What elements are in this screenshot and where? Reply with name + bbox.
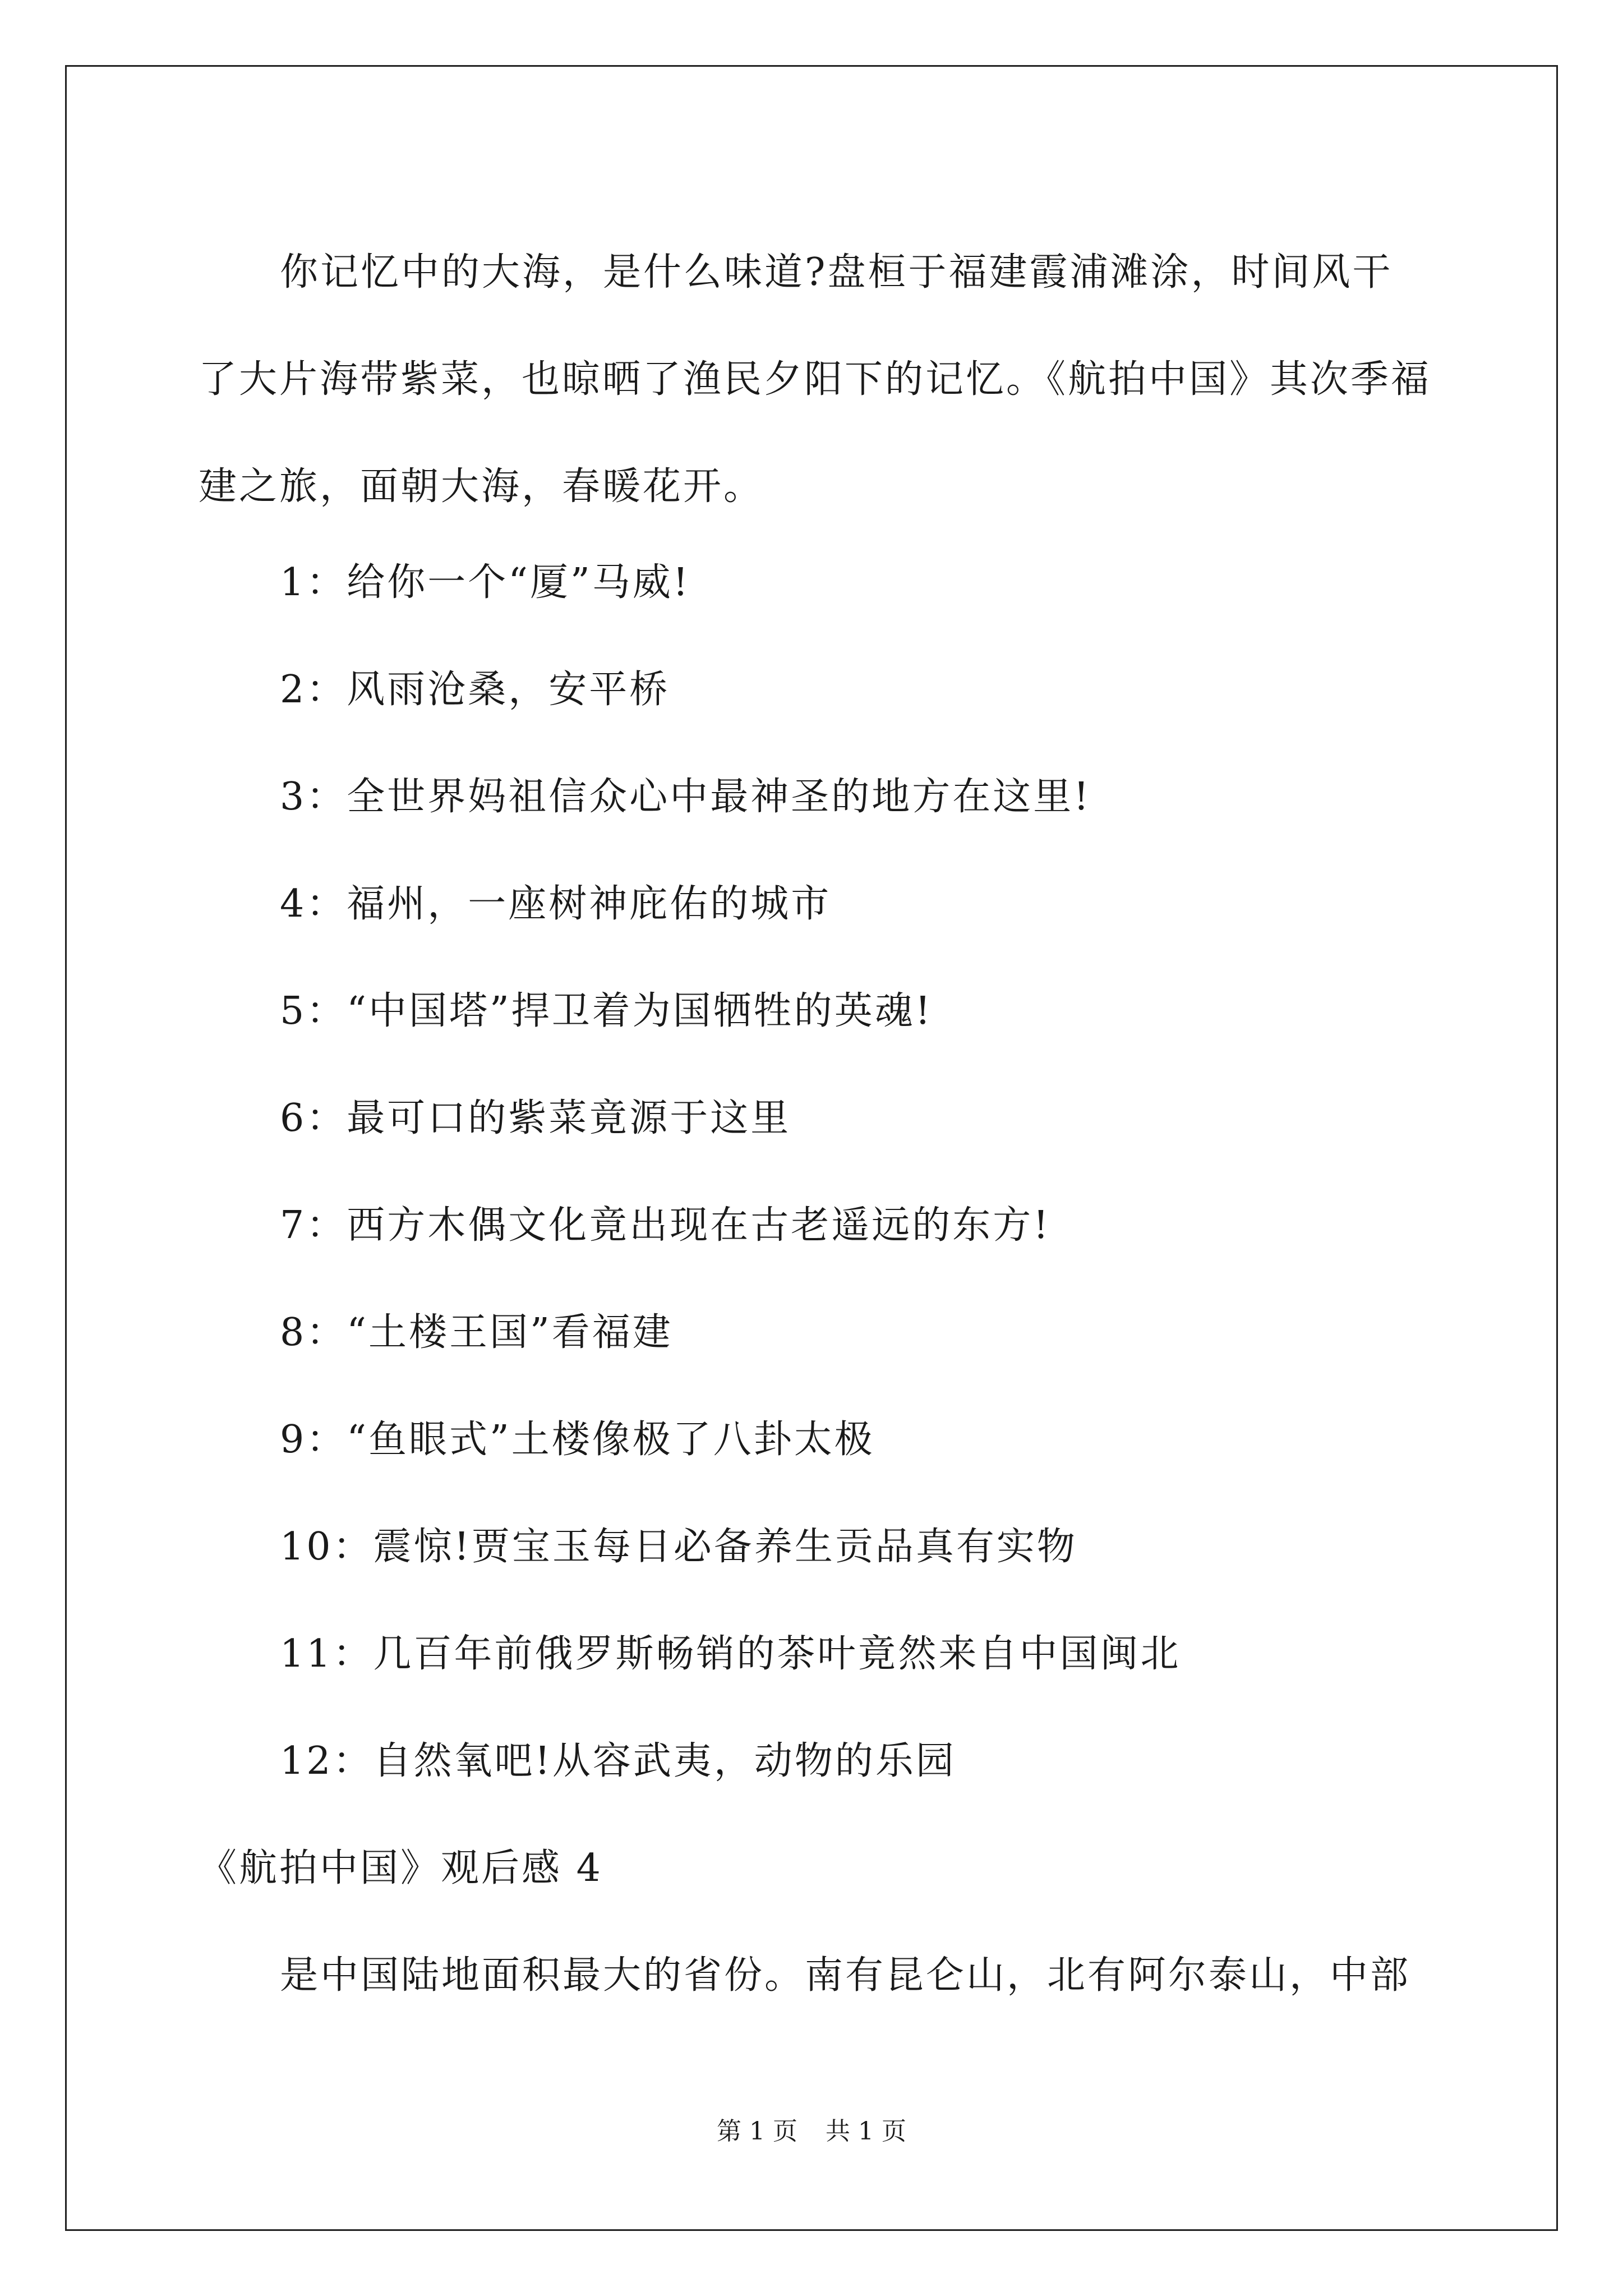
page-number-total: 共 1 页 [826,2117,906,2146]
list-item-7: 7：西方木偶文化竟出现在古老遥远的东方! [280,1203,1051,1248]
last-paragraph: 是中国陆地面积最大的省份。南有昆仑山，北有阿尔泰山，中部 [280,1953,1411,1998]
list-item-4: 4：福州，一座树神庇佑的城市 [280,882,832,926]
list-item-12: 12：自然氧吧!从容武夷，动物的乐园 [280,1739,956,1783]
list-item-9: 9：“鱼眼式”土楼像极了八卦太极 [280,1418,875,1462]
list-item-11: 11：几百年前俄罗斯畅销的茶叶竟然来自中国闽北 [280,1632,1181,1676]
list-item-2: 2：风雨沧桑，安平桥 [280,668,670,712]
list-item-3: 3：全世界妈祖信众心中最神圣的地方在这里! [280,775,1091,819]
page-number-current: 第 1 页 [717,2117,797,2146]
list-item-8: 8：“土楼王国”看福建 [280,1310,673,1355]
list-item-5: 5：“中国塔”捍卫着为国牺牲的英魂! [280,989,933,1033]
list-item-6: 6：最可口的紫菜竟源于这里 [280,1096,791,1140]
section-heading: 《航拍中国》观后感 4 [199,1846,603,1890]
intro-paragraph: 你记忆中的大海，是什么味道?盘桓于福建霞浦滩涂，时间风干了大片海带紫菜，也晾晒了渔民夕阳下的记忆。《航拍中国》其次季福建之旅，面朝大海，春暖花开。 [199,250,1432,509]
list-item-10: 10：震惊!贾宝玉每日必备养生贡品真有实物 [280,1525,1077,1569]
page-footer [0,2115,1623,2148]
list-item-1: 1：给你一个“厦”马威! [280,560,691,605]
